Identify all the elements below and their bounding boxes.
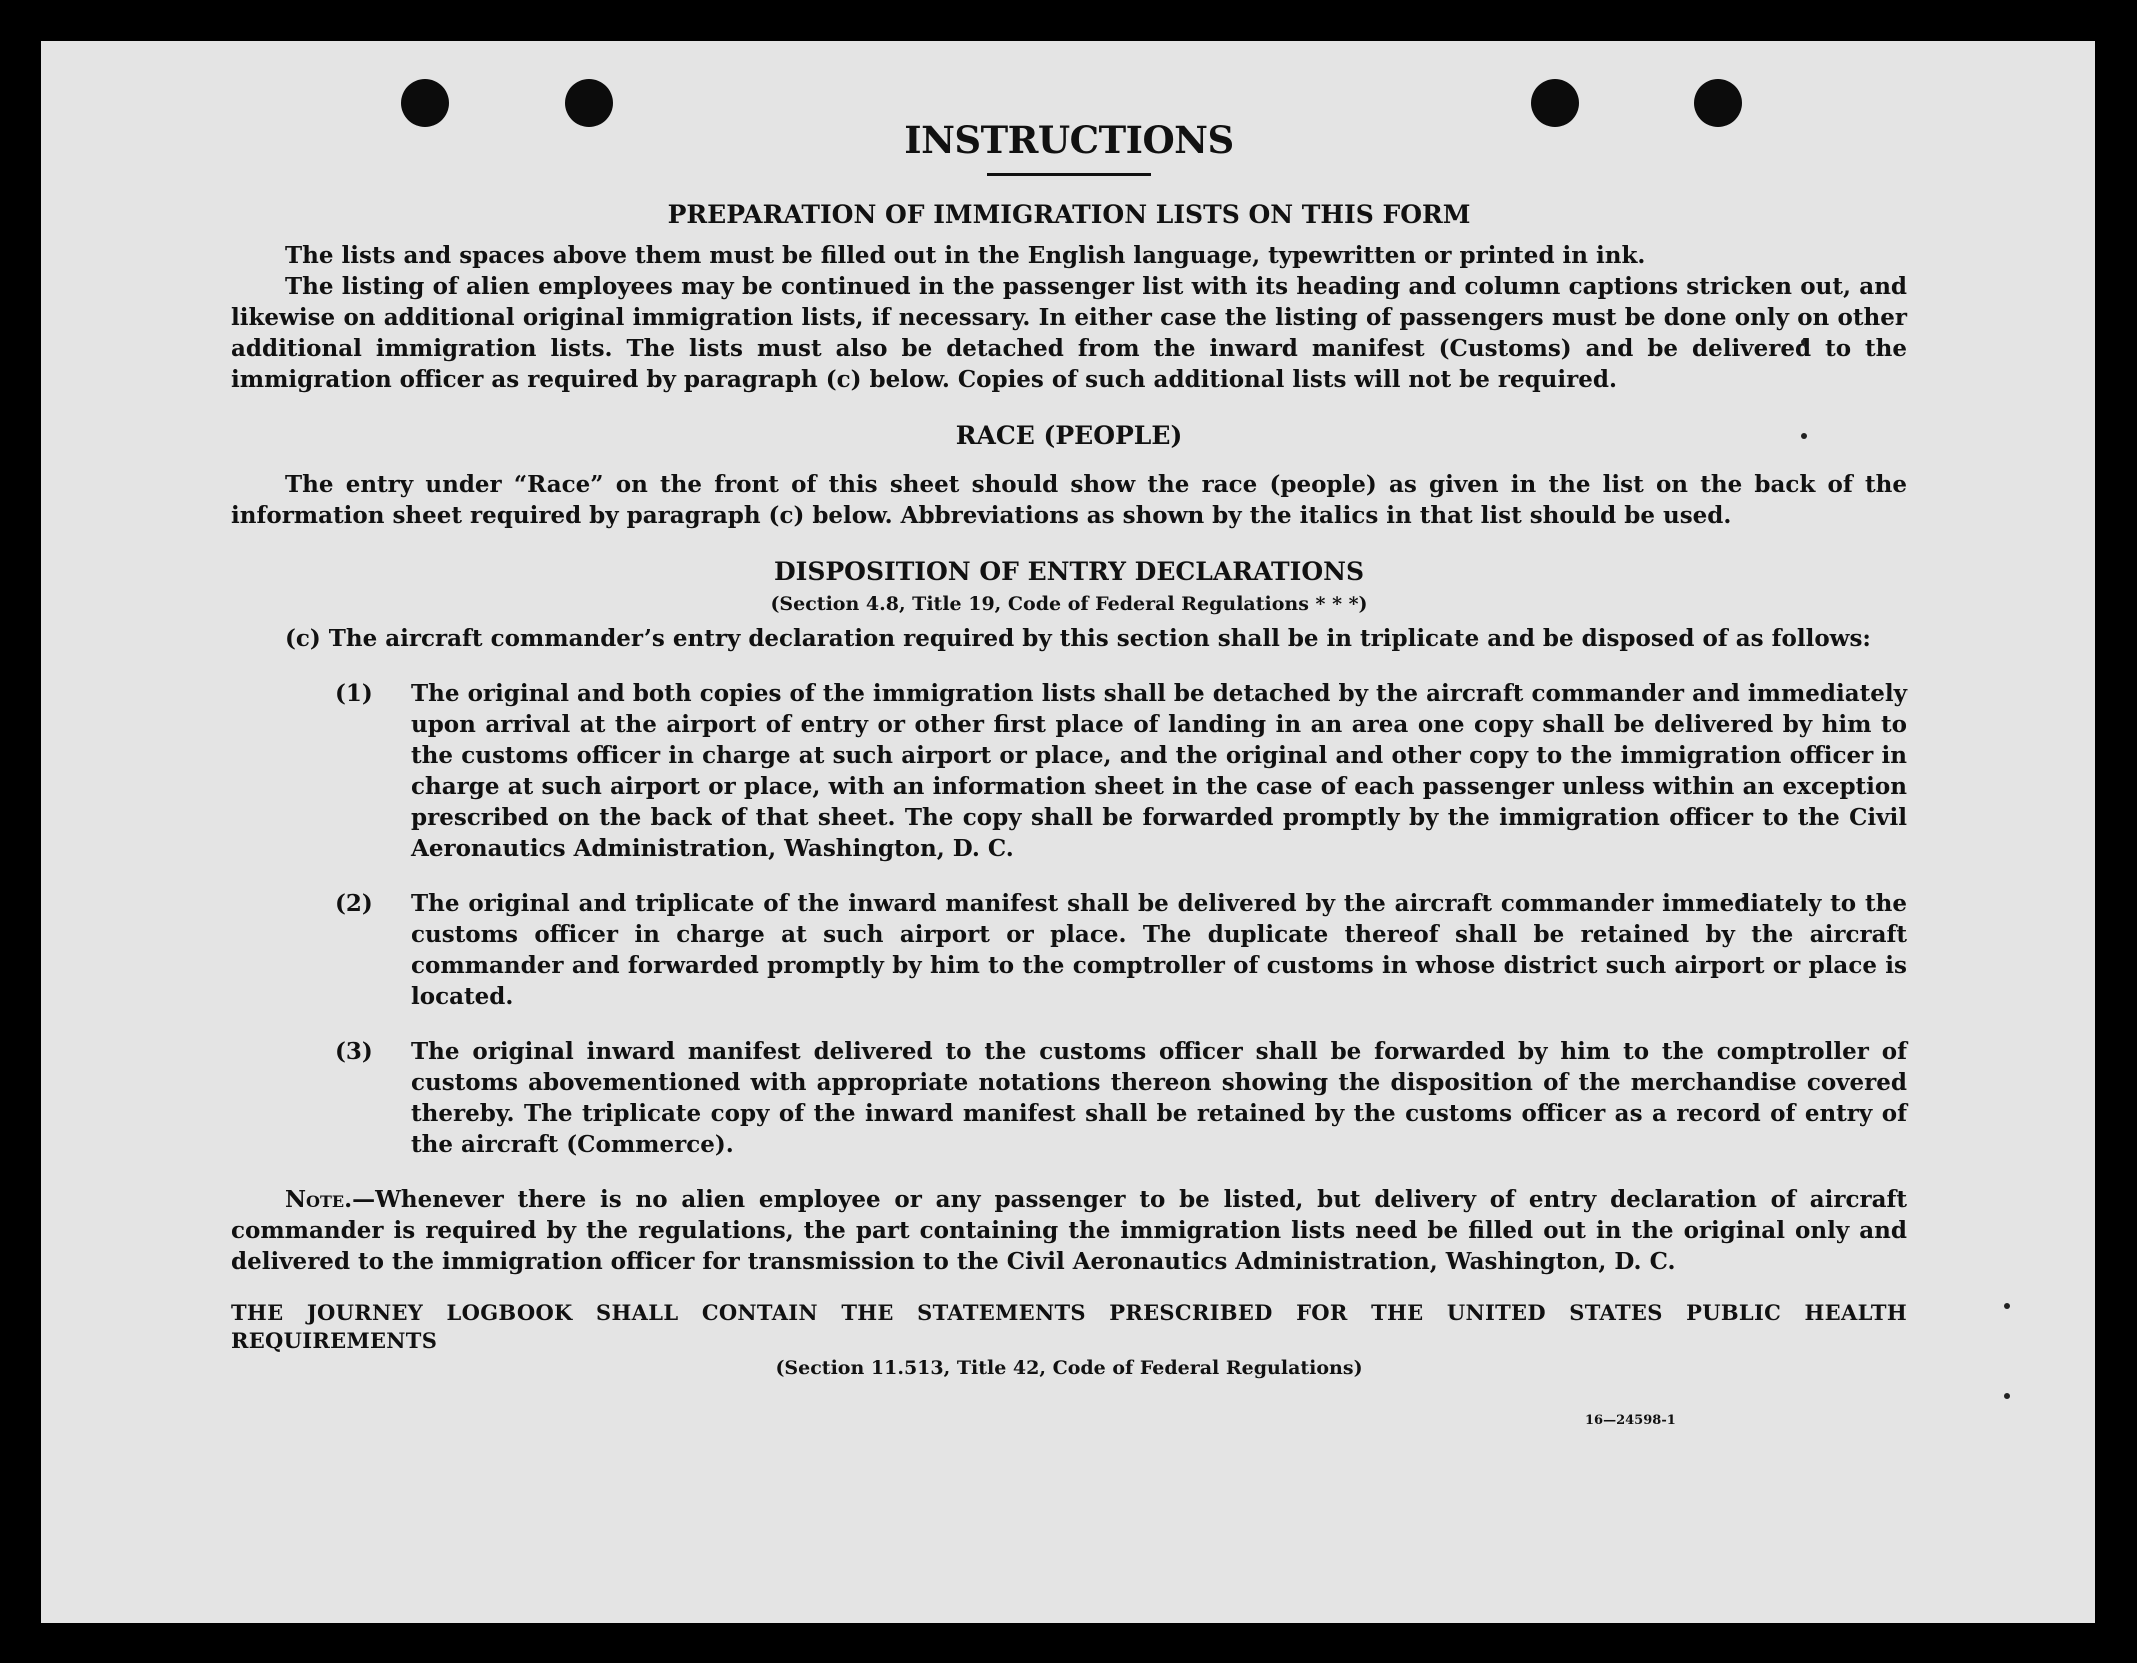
item-text: The original and triplicate of the inward manifest shall be delivered by the aircraft commander immediately to the customs officer in charge at such airport or place. The duplicate thereof shall be retained by the aircraft commander and forwarded promptly by him to the comptroller of customs in whose district such airport or place is located. bbox=[411, 890, 1907, 1010]
paragraph-race-entry: The entry under “Race” on the front of this sheet should show the race (people) as given in the list on the back of the information sheet required by paragraph (c) below. Abbreviations as shown by the italics in that list should be used. bbox=[231, 471, 1907, 529]
document-sheet bbox=[41, 41, 2095, 1623]
item-number: (3) bbox=[335, 1038, 373, 1065]
item-number: (2) bbox=[335, 890, 373, 917]
note-label: Note. bbox=[285, 1186, 353, 1213]
disposition-item bbox=[231, 678, 1907, 864]
section-heading-disposition: DISPOSITION OF ENTRY DECLARATIONS bbox=[773, 557, 1365, 586]
page-title: INSTRUCTIONS bbox=[904, 118, 1234, 162]
item-text: The original and both copies of the immigration lists shall be detached by the aircraft commander and immediately upon arrival at the airport of entry or other first place of landing in an area one copy shall be delivered by him to the customs officer in charge at such airport or place, and the original and other copy to the immigration officer in charge at such airport or place, with an information sheet in the case of each passenger unless within an exception prescribed on the back of that sheet. The copy shall be forwarded promptly by the immigration officer to the Civil Aeronautics Administration, Washington, D. C. bbox=[411, 680, 1907, 862]
note-text: —Whenever there is no alien employee or any passenger to be listed, but delivery of entry declaration of aircraft commander is required by the regulations, the part containing the immigration lists need be filled out in the original only and delivered to the immigration officer for transmission to the Civil Aeronautics Administration, Washington, D. C. bbox=[231, 1186, 1907, 1275]
title-underline bbox=[987, 173, 1151, 176]
disposition-item bbox=[231, 1036, 1907, 1160]
section-heading-preparation: PREPARATION OF IMMIGRATION LISTS ON THIS FORM bbox=[667, 200, 1471, 229]
item-text: The original inward manifest delivered to the customs officer shall be forwarded by him to the comptroller of customs abovementioned with appropriate notations thereon showing the disposition of the merchandise covered thereby. The triplicate copy of the inward manifest shall be retained by the customs officer as a record of entry of the aircraft (Commerce). bbox=[411, 1038, 1907, 1158]
form-number: 16—24598-1 bbox=[1585, 1413, 1676, 1428]
disposition-item bbox=[231, 888, 1907, 1012]
paragraph-lists-language: The lists and spaces above them must be filled out in the English language, typewritten or printed in ink. bbox=[285, 242, 1646, 269]
note-paragraph bbox=[231, 1184, 1907, 1277]
instructions-content bbox=[231, 117, 1907, 1381]
paragraph-disposition-intro: (c) The aircraft commander’s entry declaration required by this section shall be in triplicate and be disposed of as follows: bbox=[285, 625, 1871, 652]
section-citation: (Section 4.8, Title 19, Code of Federal Regulations * * *) bbox=[770, 593, 1368, 615]
public-health-citation: (Section 11.513, Title 42, Code of Federal Regulations) bbox=[775, 1357, 1363, 1379]
item-number: (1) bbox=[335, 680, 373, 707]
section-heading-race: RACE (PEOPLE) bbox=[955, 421, 1183, 450]
paragraph-alien-employees: The listing of alien employees may be continued in the passenger list with its heading and column captions stricken out, and likewise on additional original immigration lists, if necessary. In either case the listing of passengers must be done only on other additional immigration lists. The lists must also be detached from the inward manifest (Customs) and be delivered to the immigration officer as required by paragraph (c) below. Copies of such additional lists will not be required. bbox=[231, 273, 1907, 393]
public-health-statement: THE JOURNEY LOGBOOK SHALL CONTAIN THE STATEMENTS PRESCRIBED FOR THE UNITED STATES PUBLIC HEALTH REQUIREMENTS bbox=[231, 1300, 1907, 1353]
scan-speck bbox=[2004, 1303, 2010, 1309]
scan-speck bbox=[2004, 1393, 2010, 1399]
